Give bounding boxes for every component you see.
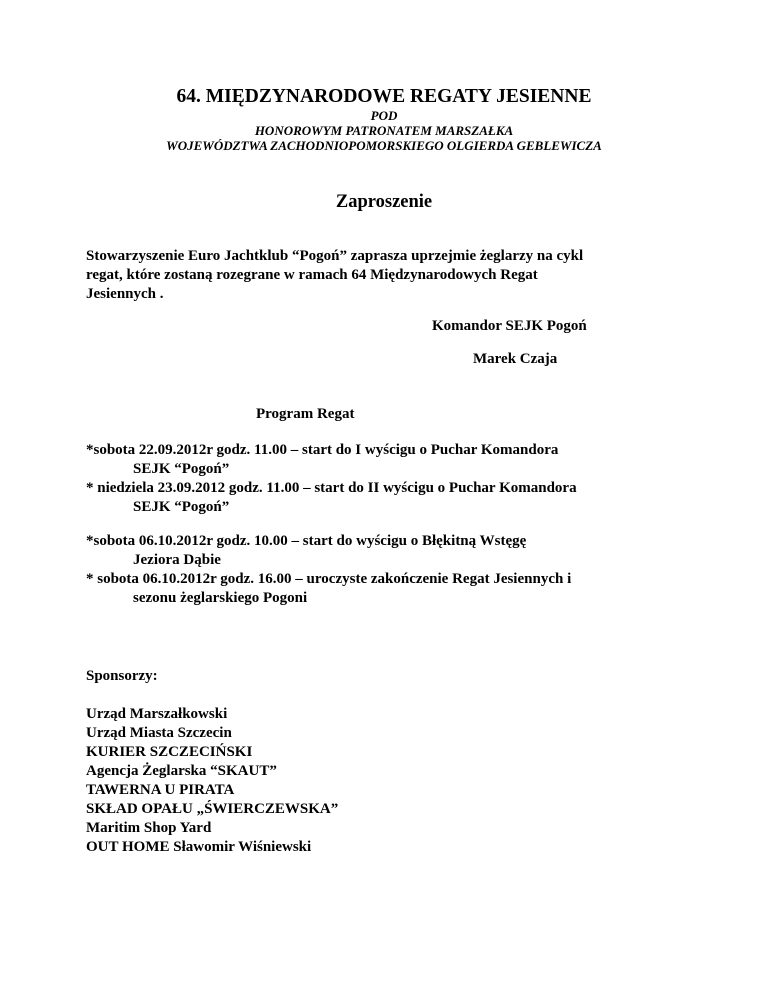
invitation-body-line-2: regat, które zostaną rozegrane w ramach 64 Międzynarodowych Regat — [86, 267, 538, 283]
invitation-body-line-3: Jesiennych . — [86, 286, 164, 302]
signature-name: Marek Czaja — [473, 351, 558, 367]
subtitle-line-1: POD — [370, 108, 398, 123]
program-item-3-line-1: *sobota 06.10.2012r godz. 10.00 – start do wyścigu o Błękitną Wstęgę — [86, 533, 527, 549]
invitation-heading: Zaproszenie — [335, 192, 433, 212]
signature-title: Komandor SEJK Pogoń — [432, 318, 587, 334]
program-item-3-line-2: Jeziora Dąbie — [133, 552, 221, 568]
document-title: 64. MIĘDZYNARODOWE REGATY JESIENNE — [176, 86, 592, 107]
sponsor-item: Urząd Marszałkowski — [86, 706, 228, 722]
subtitle-line-3: WOJEWÓDZTWA ZACHODNIOPOMORSKIEGO OLGIERDA GEBLEWICZA — [166, 138, 602, 153]
program-item-4-line-1: * sobota 06.10.2012r godz. 16.00 – uroczyste zakończenie Regat Jesiennych i — [86, 571, 572, 587]
program-item-2-line-2: SEJK “Pogoń” — [133, 499, 230, 515]
program-item-1-line-2: SEJK “Pogoń” — [133, 461, 230, 477]
program-item-4-line-2: sezonu żeglarskiego Pogoni — [133, 590, 308, 606]
program-item-1-line-1: *sobota 22.09.2012r godz. 11.00 – start do I wyścigu o Puchar Komandora — [86, 442, 559, 458]
sponsor-item: Urząd Miasta Szczecin — [86, 725, 232, 741]
invitation-body-line-1: Stowarzyszenie Euro Jachtklub “Pogoń” zaprasza uprzejmie żeglarzy na cykl — [86, 248, 584, 264]
sponsor-item: TAWERNA U PIRATA — [86, 782, 235, 798]
sponsor-item: SKŁAD OPAŁU „ŚWIERCZEWSKA” — [86, 801, 339, 817]
program-item-2-line-1: * niedziela 23.09.2012 godz. 11.00 – start do II wyścigu o Puchar Komandora — [86, 480, 577, 496]
sponsor-item: Maritim Shop Yard — [86, 820, 212, 836]
program-heading: Program Regat — [256, 406, 355, 422]
sponsor-item: OUT HOME Sławomir Wiśniewski — [86, 839, 312, 855]
sponsors-heading: Sponsorzy: — [86, 668, 158, 684]
sponsor-item: Agencja Żeglarska “SKAUT” — [86, 763, 277, 779]
sponsor-item: KURIER SZCZECIŃSKI — [86, 744, 253, 760]
subtitle-line-2: HONOROWYM PATRONATEM MARSZAŁKA — [254, 123, 514, 138]
